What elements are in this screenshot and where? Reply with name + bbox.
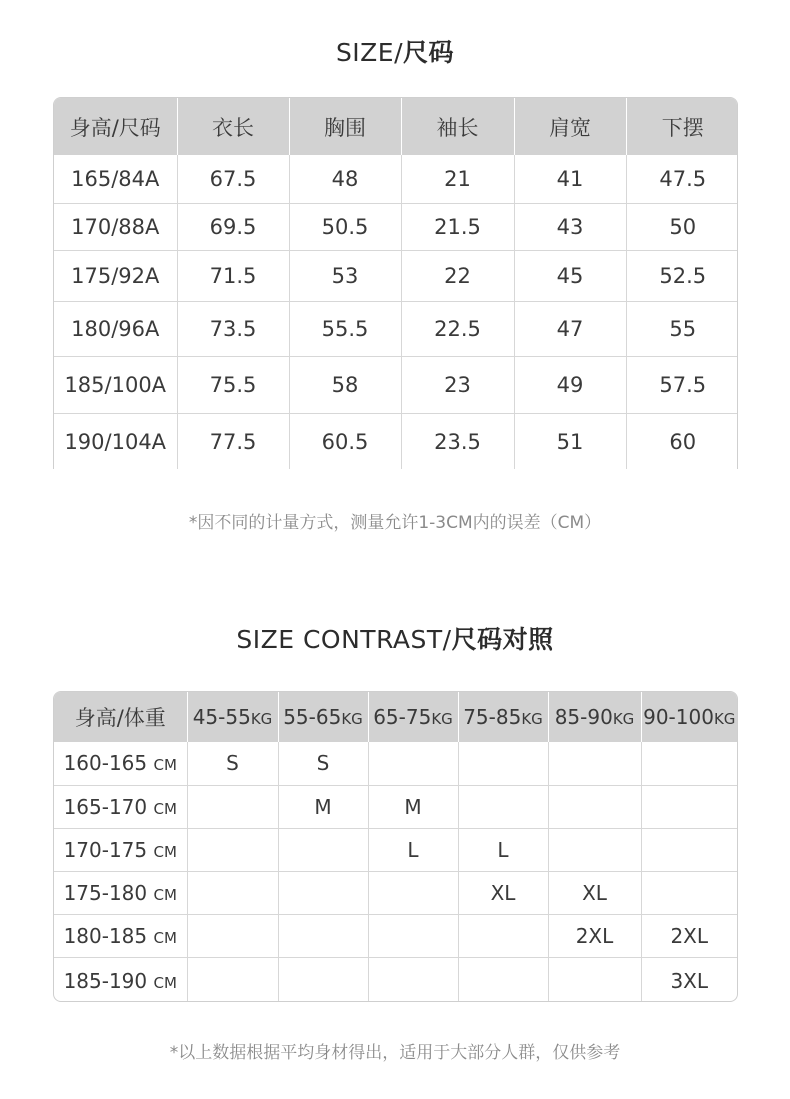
table-cell [278,914,368,957]
table-cell [458,742,548,785]
table-row [54,250,738,301]
table-cell: 50 [626,203,738,250]
table-row [54,871,737,914]
table-cell [548,957,641,1002]
table-cell: S [278,742,368,785]
table-cell [187,828,278,871]
table-row [54,914,737,957]
table-cell: 22 [401,250,514,301]
table-cell [548,785,641,828]
weight-header: 85-90KG [548,692,641,742]
contrast-section-title: SIZE CONTRAST/尺码对照 [236,625,554,654]
table-cell: 21.5 [401,203,514,250]
height-cell: 160-165 CM [54,742,187,785]
height-cell: 165-170 CM [54,785,187,828]
table-cell: 185/100A [54,356,177,413]
table-cell: 3XL [641,957,737,1002]
table-cell: M [368,785,458,828]
table-cell [641,828,737,871]
table-cell [368,742,458,785]
height-cell: 170-175 CM [54,828,187,871]
table-cell: S [187,742,278,785]
table-cell: 55.5 [289,301,401,356]
height-cell: 180-185 CM [54,914,187,957]
table-row [54,957,737,1002]
table-row [54,301,738,356]
table-cell: 47 [514,301,626,356]
table-cell: L [458,828,548,871]
table-cell: 23 [401,356,514,413]
table-cell: 71.5 [177,250,289,301]
header-length: 衣长 [177,98,289,155]
table-cell: 75.5 [177,356,289,413]
table-cell: 43 [514,203,626,250]
weight-header: 65-75KG [368,692,458,742]
table-row [54,155,738,203]
table-cell [187,871,278,914]
contrast-header-row [54,692,737,742]
header-height-size: 身高/尺码 [54,98,177,155]
table-cell [641,785,737,828]
weight-header: 75-85KG [458,692,548,742]
table-cell: 22.5 [401,301,514,356]
table-row [54,742,737,785]
table-cell: 69.5 [177,203,289,250]
table-cell [368,957,458,1002]
table-cell: 21 [401,155,514,203]
table-cell: XL [458,871,548,914]
header-chest: 胸围 [289,98,401,155]
table-cell [187,785,278,828]
table-row [54,203,738,250]
table-row [54,785,737,828]
table-cell: 73.5 [177,301,289,356]
size-table [53,97,738,469]
table-cell [278,828,368,871]
table-row [54,828,737,871]
table-cell: 67.5 [177,155,289,203]
table-cell [458,785,548,828]
table-cell: 52.5 [626,250,738,301]
table-cell: 60 [626,413,738,469]
reference-note: *以上数据根据平均身材得出，适用于大部分人群，仅供参考 [169,1043,621,1063]
table-row [54,356,738,413]
table-cell: 47.5 [659,166,707,191]
table-cell: 51 [514,413,626,469]
table-cell: 57.5 [626,356,738,413]
table-cell [548,742,641,785]
table-cell: 48 [289,155,401,203]
table-cell: 2XL [548,914,641,957]
table-cell [548,828,641,871]
header-shoulder: 肩宽 [514,98,626,155]
table-cell [641,871,737,914]
table-cell [458,957,548,1002]
size-section-title: SIZE/尺码 [335,38,455,67]
table-cell: 180/96A [54,301,177,356]
size-table-header-row [54,98,738,155]
table-cell [368,871,458,914]
weight-header: 90-100KG [641,692,737,742]
table-cell [641,742,737,785]
weight-header: 45-55KG [187,692,278,742]
table-cell: 175/92A [54,250,177,301]
table-cell: 55 [626,301,738,356]
table-cell [368,914,458,957]
table-cell: 53 [289,250,401,301]
header-hem: 下摆 [626,98,738,155]
table-cell: 60.5 [289,413,401,469]
table-cell [187,957,278,1002]
table-cell: XL [548,871,641,914]
table-cell: M [278,785,368,828]
table-row [54,413,738,469]
table-cell [187,914,278,957]
table-cell: 49 [514,356,626,413]
table-cell: 23.5 [401,413,514,469]
table-cell [278,957,368,1002]
measurement-note: *因不同的计量方式，测量允许1-3CM内的误差（CM） [188,513,602,533]
table-cell: 50.5 [289,203,401,250]
header-sleeve: 袖长 [401,98,514,155]
table-cell: 165/84A [54,155,177,203]
table-cell: 45 [514,250,626,301]
height-cell: 185-190 CM [54,957,187,1002]
table-cell: 2XL [641,914,737,957]
table-cell: 58 [289,356,401,413]
table-cell [278,871,368,914]
table-cell [458,914,548,957]
header-height-weight: 身高/体重 [54,692,187,742]
table-cell: 170/88A [54,203,177,250]
table-cell: L [368,828,458,871]
table-cell: 41 [514,155,626,203]
size-contrast-table [53,691,738,1002]
table-cell: 77.5 [177,413,289,469]
height-cell: 175-180 CM [54,871,187,914]
weight-header: 55-65KG [278,692,368,742]
table-cell: 190/104A [54,413,177,469]
